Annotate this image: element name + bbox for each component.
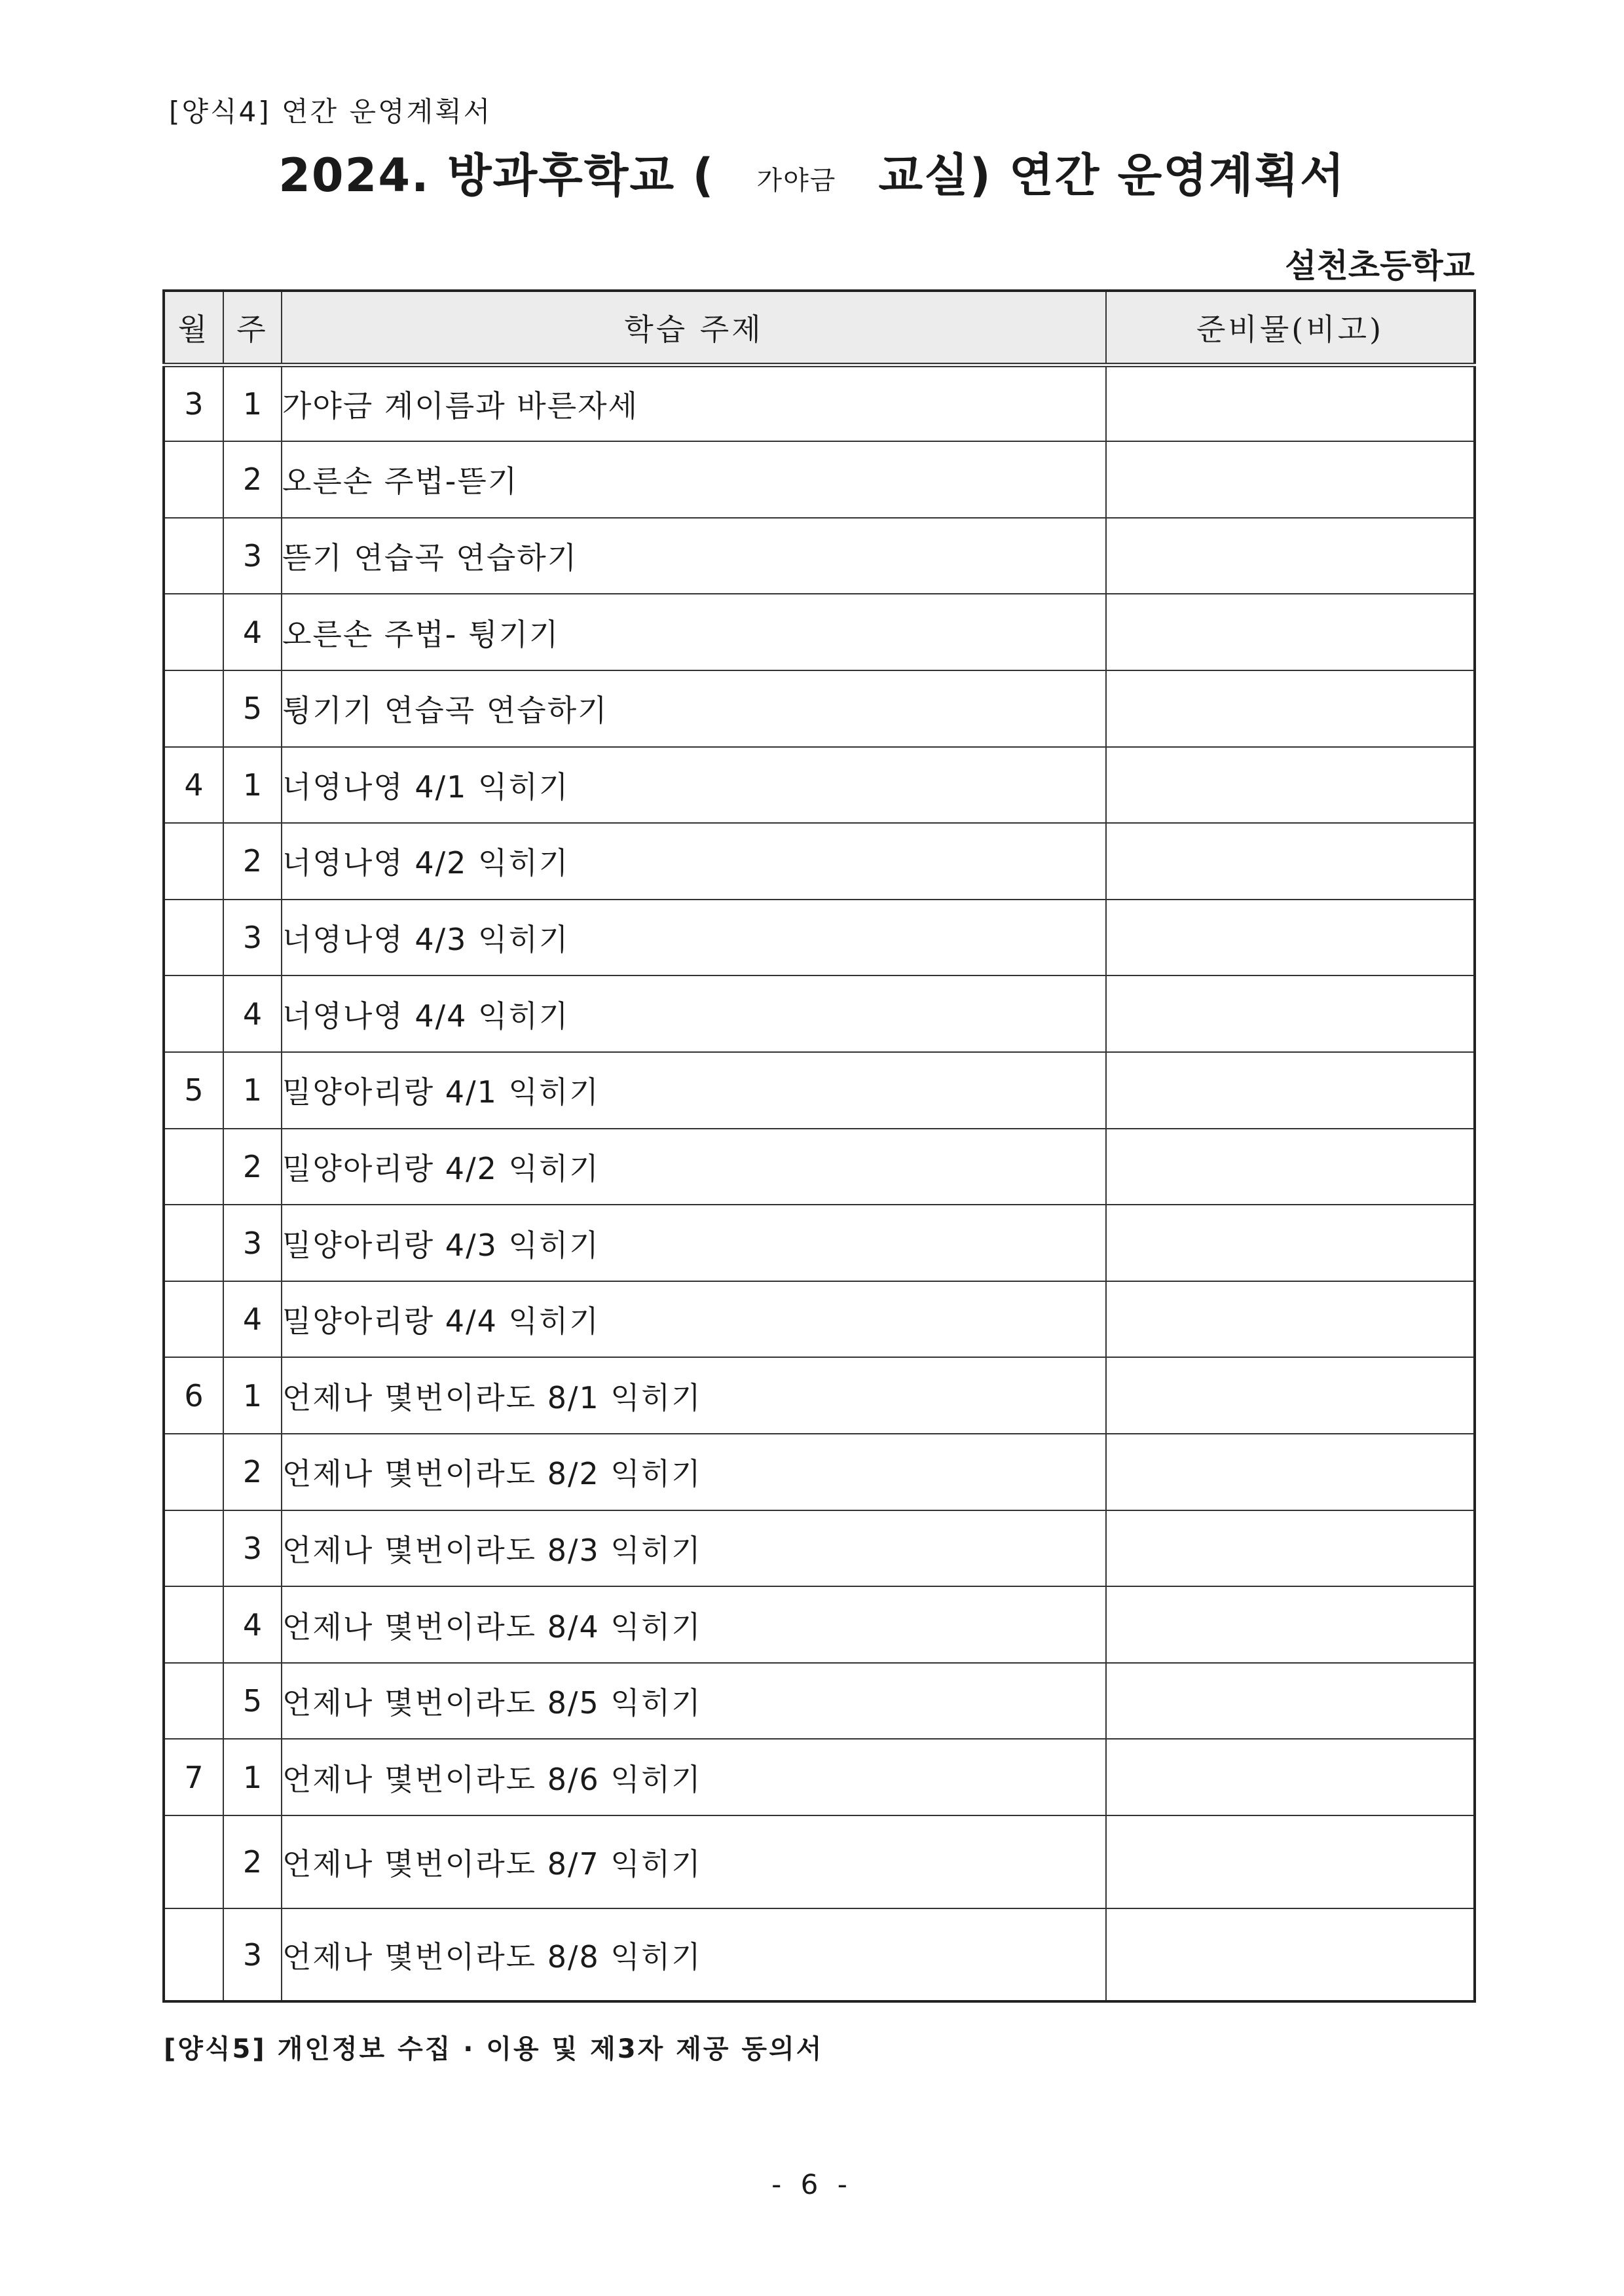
page-number: - 6 -	[771, 2168, 853, 2200]
cell-note	[1106, 1281, 1475, 1358]
table-header-row	[164, 291, 1475, 365]
table-row	[164, 823, 1475, 900]
cell-note	[1106, 441, 1475, 518]
cell-topic: 밀양아리랑 4/2 익히기	[282, 1129, 1106, 1205]
cell-topic: 오른손 주법- 튕기기	[282, 594, 1106, 670]
cell-note	[1106, 365, 1475, 442]
table-row	[164, 900, 1475, 976]
cell-month	[164, 1434, 223, 1510]
cell-week: 3	[223, 518, 282, 594]
cell-week: 3	[223, 1908, 282, 2001]
form-label: [양식4] 연간 운영계획서	[169, 96, 492, 128]
cell-week: 5	[223, 1663, 282, 1740]
cell-topic: 튕기기 연습곡 연습하기	[282, 670, 1106, 747]
cell-week: 1	[223, 1357, 282, 1434]
cell-topic: 언제나 몇번이라도 8/7 익히기	[282, 1815, 1106, 1908]
cell-topic: 언제나 몇번이라도 8/1 익히기	[282, 1357, 1106, 1434]
cell-topic: 밀양아리랑 4/3 익히기	[282, 1205, 1106, 1281]
cell-topic: 밀양아리랑 4/4 익히기	[282, 1281, 1106, 1358]
table-row	[164, 1510, 1475, 1587]
cell-topic: 언제나 몇번이라도 8/8 익히기	[282, 1908, 1106, 2001]
cell-note	[1106, 594, 1475, 670]
table-row	[164, 1129, 1475, 1205]
cell-month: 4	[164, 747, 223, 824]
table-row	[164, 1357, 1475, 1434]
table-row	[164, 1663, 1475, 1740]
next-form-label: [양식5] 개인정보 수집 · 이용 및 제3자 제공 동의서	[164, 2034, 824, 2064]
cell-month	[164, 594, 223, 670]
cell-note	[1106, 1586, 1475, 1663]
cell-month	[164, 1281, 223, 1358]
cell-note	[1106, 900, 1475, 976]
cell-note	[1106, 1663, 1475, 1740]
cell-month	[164, 1129, 223, 1205]
cell-note	[1106, 1510, 1475, 1587]
cell-topic: 가야금 계이름과 바른자세	[282, 365, 1106, 442]
cell-note	[1106, 670, 1475, 747]
table-row	[164, 747, 1475, 824]
cell-note	[1106, 1357, 1475, 1434]
table-row	[164, 1908, 1475, 2001]
cell-topic: 언제나 몇번이라도 8/4 익히기	[282, 1586, 1106, 1663]
cell-week: 2	[223, 1129, 282, 1205]
cell-note	[1106, 747, 1475, 824]
cell-week: 1	[223, 1052, 282, 1129]
table-row	[164, 1739, 1475, 1815]
cell-topic: 언제나 몇번이라도 8/2 익히기	[282, 1434, 1106, 1510]
table-row	[164, 594, 1475, 670]
table-row	[164, 1434, 1475, 1510]
cell-week: 2	[223, 1434, 282, 1510]
cell-week: 5	[223, 670, 282, 747]
table-body	[164, 365, 1475, 2002]
cell-week: 3	[223, 1510, 282, 1587]
cell-note	[1106, 1434, 1475, 1510]
table-row	[164, 1052, 1475, 1129]
cell-week: 4	[223, 1586, 282, 1663]
cell-note	[1106, 1205, 1475, 1281]
cell-week: 4	[223, 1281, 282, 1358]
cell-note	[1106, 1739, 1475, 1815]
cell-week: 1	[223, 747, 282, 824]
cell-week: 3	[223, 1205, 282, 1281]
table-row	[164, 518, 1475, 594]
cell-topic: 언제나 몇번이라도 8/5 익히기	[282, 1663, 1106, 1740]
cell-topic: 너영나영 4/3 익히기	[282, 900, 1106, 976]
cell-month	[164, 518, 223, 594]
table-row	[164, 1281, 1475, 1358]
page-title	[0, 139, 1624, 205]
cell-month	[164, 670, 223, 747]
cell-month: 5	[164, 1052, 223, 1129]
cell-note	[1106, 1815, 1475, 1908]
column-header-note: 준비물(비고)	[1106, 291, 1475, 365]
cell-note	[1106, 1052, 1475, 1129]
cell-month	[164, 975, 223, 1052]
cell-month	[164, 1205, 223, 1281]
cell-note	[1106, 823, 1475, 900]
cell-note	[1106, 1129, 1475, 1205]
cell-week: 2	[223, 823, 282, 900]
table-row	[164, 1205, 1475, 1281]
school-name: 설천초등학교	[1285, 247, 1475, 285]
cell-month	[164, 1908, 223, 2001]
table-row	[164, 975, 1475, 1052]
cell-month	[164, 900, 223, 976]
cell-topic: 오른손 주법-뜯기	[282, 441, 1106, 518]
cell-note	[1106, 975, 1475, 1052]
annual-plan-table	[162, 289, 1476, 2003]
cell-topic: 언제나 몇번이라도 8/3 익히기	[282, 1510, 1106, 1587]
column-header-month: 월	[164, 291, 223, 365]
cell-week: 1	[223, 1739, 282, 1815]
column-header-topic: 학습 주제	[282, 291, 1106, 365]
cell-week: 2	[223, 441, 282, 518]
table-row	[164, 441, 1475, 518]
cell-month: 7	[164, 1739, 223, 1815]
cell-month	[164, 1586, 223, 1663]
cell-topic: 언제나 몇번이라도 8/6 익히기	[282, 1739, 1106, 1815]
cell-topic: 너영나영 4/4 익히기	[282, 975, 1106, 1052]
cell-note	[1106, 1908, 1475, 2001]
table-row	[164, 670, 1475, 747]
cell-month	[164, 441, 223, 518]
cell-month	[164, 823, 223, 900]
cell-note	[1106, 518, 1475, 594]
handwritten-class-name: 가야금	[756, 166, 837, 196]
cell-week: 3	[223, 900, 282, 976]
table-row	[164, 1815, 1475, 1908]
cell-topic: 뜯기 연습곡 연습하기	[282, 518, 1106, 594]
cell-week: 4	[223, 594, 282, 670]
cell-month	[164, 1815, 223, 1908]
cell-week: 4	[223, 975, 282, 1052]
cell-month: 6	[164, 1357, 223, 1434]
title-prefix: 2024. 방과후학교 (	[278, 149, 715, 202]
cell-month	[164, 1663, 223, 1740]
cell-topic: 너영나영 4/2 익히기	[282, 823, 1106, 900]
cell-topic: 너영나영 4/1 익히기	[282, 747, 1106, 824]
cell-week: 1	[223, 365, 282, 442]
table-row	[164, 1586, 1475, 1663]
cell-topic: 밀양아리랑 4/1 익히기	[282, 1052, 1106, 1129]
table-row	[164, 365, 1475, 442]
title-suffix: 교실) 연간 운영계획서	[878, 149, 1346, 202]
cell-week: 2	[223, 1815, 282, 1908]
cell-month: 3	[164, 365, 223, 442]
cell-month	[164, 1510, 223, 1587]
column-header-week: 주	[223, 291, 282, 365]
